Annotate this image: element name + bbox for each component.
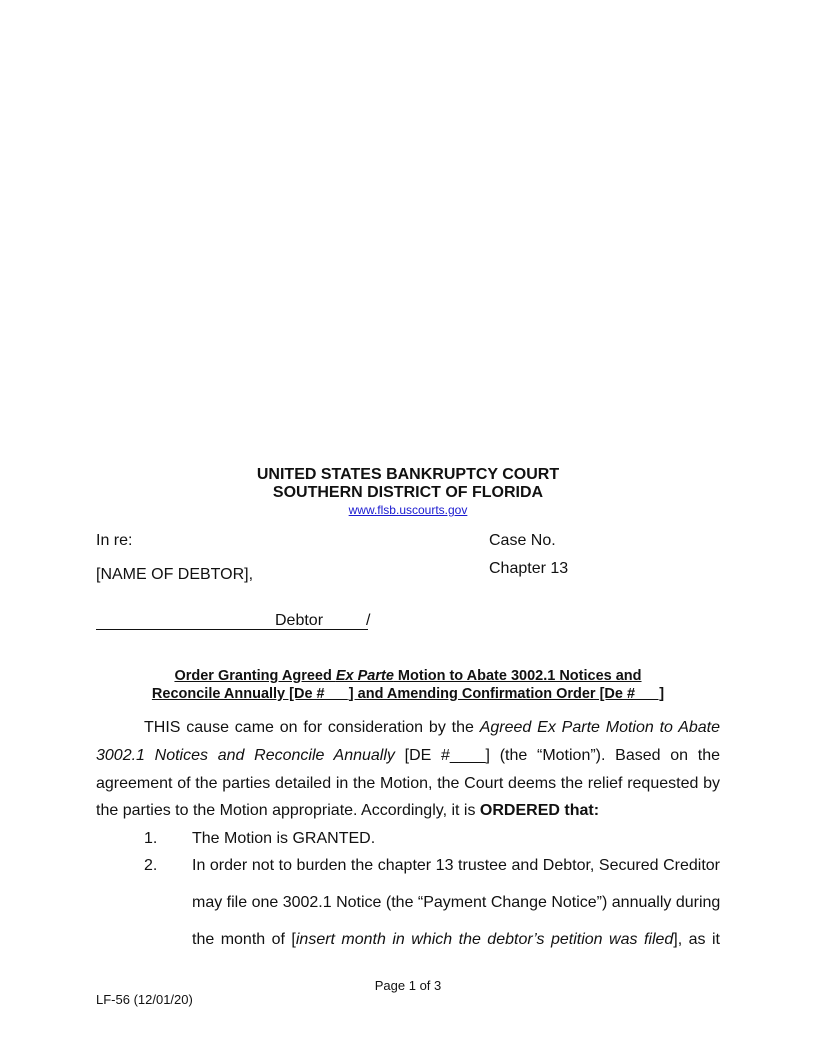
item-1-number: 1. — [144, 830, 158, 847]
title-text: Order Granting Agreed — [174, 668, 336, 684]
body-line — [96, 747, 720, 765]
body-line: agreement of the parties detailed in the Motion, the Court deems the relief requested by — [96, 775, 720, 792]
motion-title-italic: Agreed Ex Parte Motion to Abate — [479, 719, 721, 736]
form-id: LF-56 (12/01/20) — [96, 992, 193, 1007]
item-1-text: The Motion is GRANTED. — [192, 830, 376, 847]
body-text: [DE #____] (the “Motion”). Based on the — [394, 747, 721, 764]
motion-title-italic: 3002.1 Notices and Reconcile Annually — [96, 747, 395, 764]
debtor-label: Debtor — [275, 612, 324, 629]
body-text: the parties to the Motion appropriate. Accordingly, it is — [96, 802, 480, 819]
body-text: the month of [ — [192, 931, 296, 948]
title-text: Motion to Abate 3002.1 Notices and — [393, 668, 642, 684]
caption-slash: / — [366, 612, 371, 629]
item-2-line: may file one 3002.1 Notice (the “Payment Change Notice”) annually during — [192, 894, 721, 911]
case-number-label: Case No. — [489, 532, 556, 549]
item-2-line — [192, 931, 720, 949]
debtor-signature-line — [96, 629, 368, 630]
in-re-label: In re: — [96, 532, 133, 549]
debtor-name: [NAME OF DEBTOR], — [96, 566, 254, 583]
court-district: SOUTHERN DISTRICT OF FLORIDA — [272, 484, 544, 501]
page-number: Page 1 of 3 — [374, 978, 442, 993]
court-website-link[interactable]: www.flsb.uscourts.gov — [348, 503, 468, 517]
body-text: ], as it — [673, 931, 720, 948]
item-2-number: 2. — [144, 857, 158, 874]
body-line — [96, 802, 599, 820]
title-italic: Ex Parte — [335, 668, 394, 684]
placeholder-italic: insert month in which the debtor’s petition was filed — [295, 931, 674, 948]
body-text: THIS cause came on for consideration by the — [144, 719, 480, 736]
court-name: UNITED STATES BANKRUPTCY COURT — [256, 466, 560, 483]
ordered-bold: ORDERED that: — [479, 802, 600, 819]
body-line — [144, 719, 720, 737]
order-title-line1 — [0, 668, 816, 684]
item-2-line: In order not to burden the chapter 13 trustee and Debtor, Secured Creditor — [192, 857, 720, 874]
chapter-label: Chapter 13 — [489, 560, 569, 577]
order-title-line2: Reconcile Annually [De #___] and Amending Confirmation Order [De #___] — [151, 686, 665, 702]
